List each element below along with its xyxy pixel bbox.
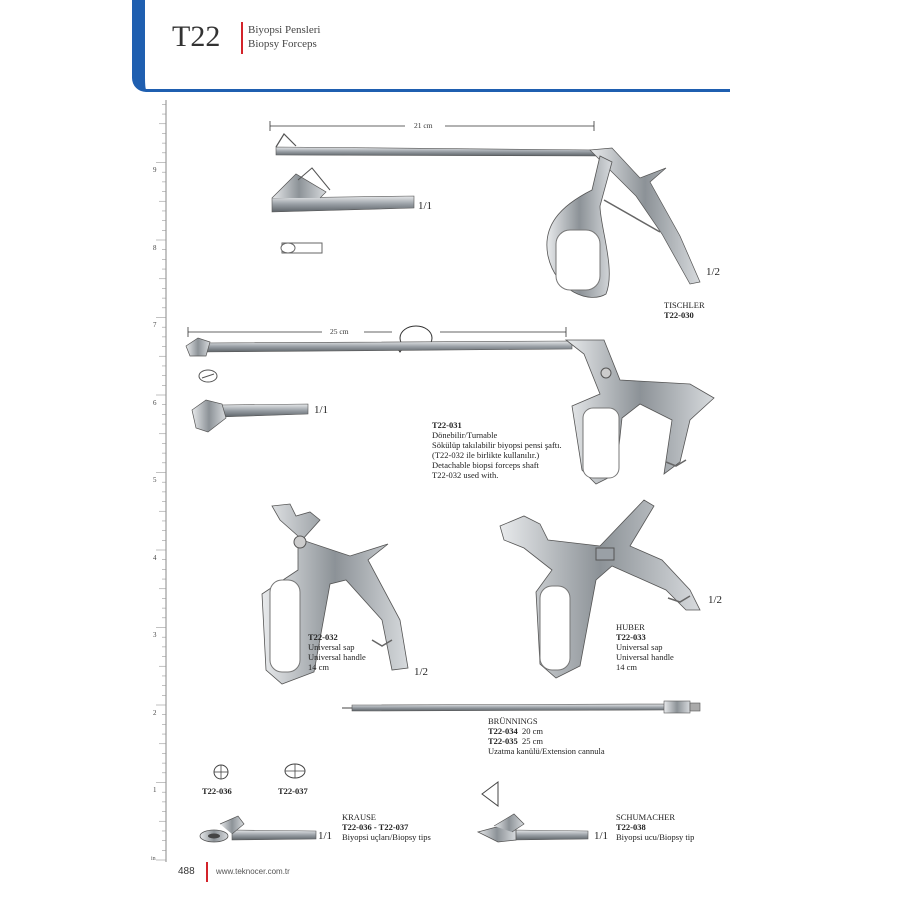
t032-line: Universal handle (308, 652, 366, 662)
tischler-name: TISCHLER (664, 300, 705, 310)
krause-tip2-code: T22-037 (278, 786, 308, 796)
krause-label (342, 812, 431, 842)
tischler-tip-scale: 1/1 (418, 200, 433, 212)
krause-tip1-code: T22-036 (202, 786, 232, 796)
krause-name: KRAUSE (342, 812, 377, 822)
krause-desc: Biyopsi uçları/Biopsy tips (342, 832, 431, 842)
ruler (156, 100, 166, 862)
t031-line: Sökülüp takılabilir biyopsi pensi şaftı. (432, 440, 562, 450)
t031-line: Dönebilir/Turnable (432, 430, 498, 440)
tischler-dimension: 21 cm (414, 121, 433, 130)
t033-code: T22-033 (616, 632, 646, 642)
t031-tip-scale: 1/1 (314, 404, 329, 416)
t032-line: Universal sap (308, 642, 355, 652)
t031-line: Detachable biopsi forceps shaft (432, 460, 539, 470)
brunnings-size2: 25 cm (522, 736, 544, 746)
t031-dimension: 25 cm (330, 327, 349, 336)
ruler-number: 4 (153, 553, 157, 562)
schumacher-name: SCHUMACHER (616, 812, 676, 822)
ruler-number: 7 (153, 321, 157, 329)
t033-line: 14 cm (616, 662, 638, 672)
tischler-code: T22-030 (664, 310, 694, 320)
brunnings-code2: T22-035 (488, 736, 518, 746)
schumacher-desc: Biyopsi ucu/Biopsy tip (616, 832, 695, 842)
t032-line: 14 cm (308, 662, 330, 672)
footer-url: www.teknocer.com.tr (216, 867, 290, 876)
ruler-number: 8 (153, 243, 157, 252)
t033-label (616, 622, 674, 672)
page-number: 488 (178, 866, 195, 877)
brunnings-name: BRÜNNINGS (488, 716, 538, 726)
ruler-number: 9 (153, 166, 157, 174)
schumacher-scale: 1/1 (594, 830, 609, 842)
footer-divider (206, 862, 208, 882)
catalog-code: T22 (172, 20, 221, 53)
ruler-number: 2 (153, 708, 157, 717)
krause-codes: T22-036 - T22-037 (342, 822, 409, 832)
brunnings-code1: T22-034 (488, 726, 518, 736)
tischler-forceps (270, 120, 700, 297)
ruler-number: 6 (153, 398, 157, 407)
tischler-scale: 1/2 (706, 266, 721, 278)
schumacher-label (616, 812, 694, 842)
krause-scale: 1/1 (318, 830, 333, 842)
t031-line: (T22-032 ile birlikte kullanılır.) (432, 450, 540, 460)
t031-label (432, 420, 582, 480)
tischler-label (664, 300, 705, 320)
t032-code: T22-032 (308, 632, 338, 642)
ruler-number: 1 (153, 786, 157, 794)
krause-tip (200, 816, 316, 842)
schumacher-tip (478, 814, 588, 842)
ruler-number: 5 (153, 476, 157, 484)
t031-line: T22-032 used with. (432, 470, 499, 480)
t032-scale: 1/2 (414, 666, 429, 678)
subtitle-tr: Biyopsi Pensleri (248, 24, 321, 36)
t031-code: T22-031 (432, 420, 462, 430)
ruler-unit: in (151, 856, 156, 862)
t032-label (308, 632, 366, 672)
brunnings-size1: 20 cm (522, 726, 544, 736)
t033-name: HUBER (616, 622, 645, 632)
schumacher-code: T22-038 (616, 822, 646, 832)
brunnings-cannula (342, 701, 700, 713)
brunnings-label (488, 716, 605, 756)
t033-line: Universal handle (616, 652, 674, 662)
subtitle-en: Biopsy Forceps (248, 38, 317, 50)
brunnings-desc: Uzatma kanülü/Extension cannula (488, 746, 605, 756)
t033-scale: 1/2 (708, 594, 723, 606)
t033-line: Universal sap (616, 642, 663, 652)
tip-symbols (214, 764, 498, 806)
ruler-number: 3 (153, 631, 157, 639)
